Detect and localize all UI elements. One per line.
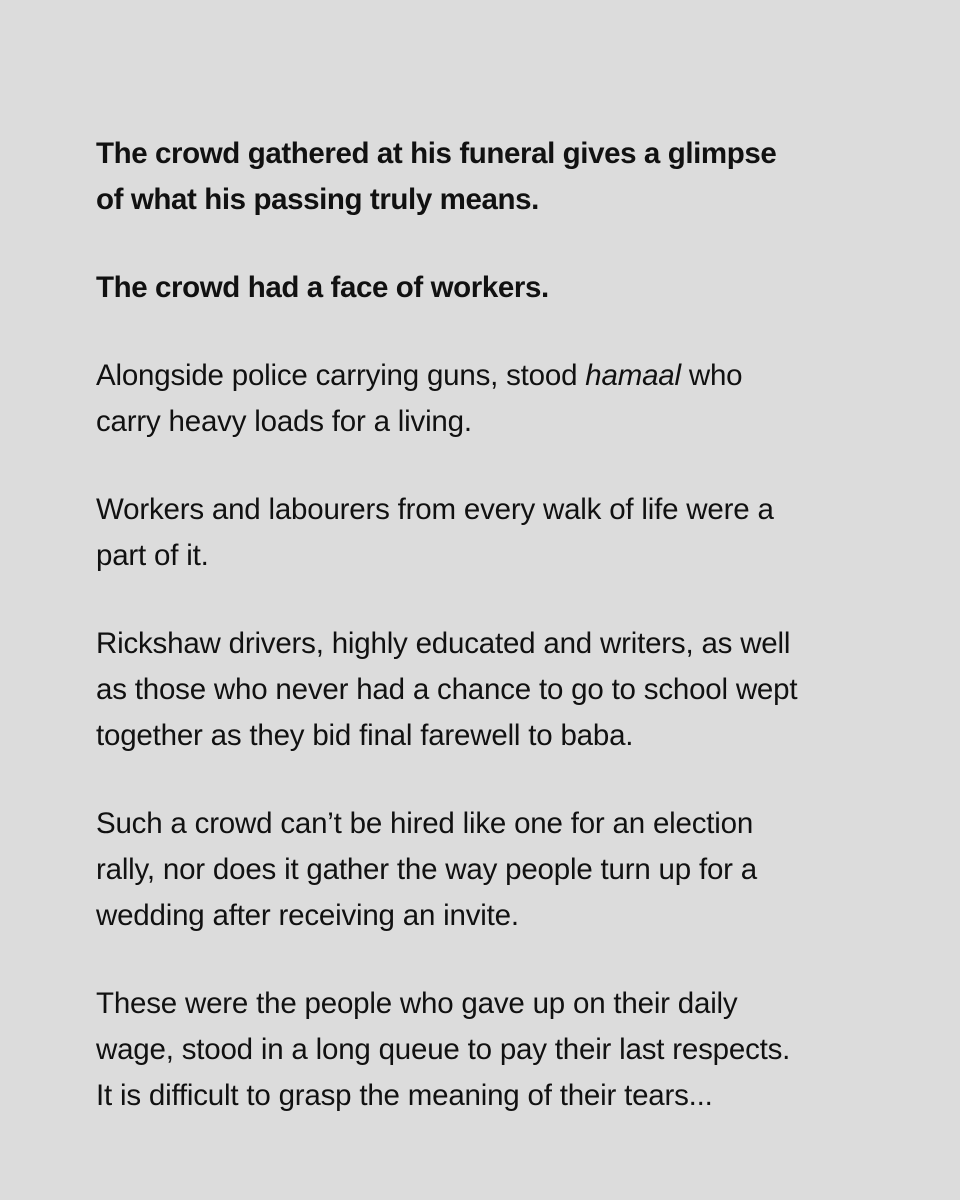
text-segment: who: [680, 359, 743, 392]
text-line: The crowd gathered at his funeral gives a glimpse: [96, 137, 777, 170]
text-line: It is difficult to grasp the meaning of their tears...: [96, 1079, 713, 1112]
text-line: wage, stood in a long queue to pay their last respects.: [96, 1033, 791, 1066]
text-line: carry heavy loads for a living.: [96, 405, 472, 438]
text-line: Rickshaw drivers, highly educated and writers, as well: [96, 627, 791, 660]
paragraph-5: [96, 621, 886, 759]
text-line: The crowd had a face of workers.: [96, 271, 549, 304]
text-line: wedding after receiving an invite.: [96, 899, 519, 932]
paragraph-1: [96, 131, 886, 223]
text-line: Workers and labourers from every walk of life were a: [96, 493, 774, 526]
paragraph-2: [96, 265, 886, 311]
text-line: [96, 353, 886, 399]
italic-term: hamaal: [585, 359, 681, 392]
text-line: These were the people who gave up on their daily: [96, 987, 738, 1020]
text-line: of what his passing truly means.: [96, 183, 539, 216]
paragraph-6: [96, 801, 886, 939]
paragraph-7: [96, 981, 886, 1119]
text-line: Such a crowd can’t be hired like one for an election: [96, 807, 754, 840]
paragraph-4: [96, 487, 886, 579]
text-segment: Alongside police carrying guns, stood: [96, 359, 586, 392]
text-line: together as they bid final farewell to baba.: [96, 719, 634, 752]
paragraph-3: [96, 353, 886, 445]
article-text: [96, 131, 886, 1161]
text-line: part of it.: [96, 539, 209, 572]
text-line: rally, nor does it gather the way people turn up for a: [96, 853, 757, 886]
text-line: as those who never had a chance to go to school wept: [96, 673, 798, 706]
